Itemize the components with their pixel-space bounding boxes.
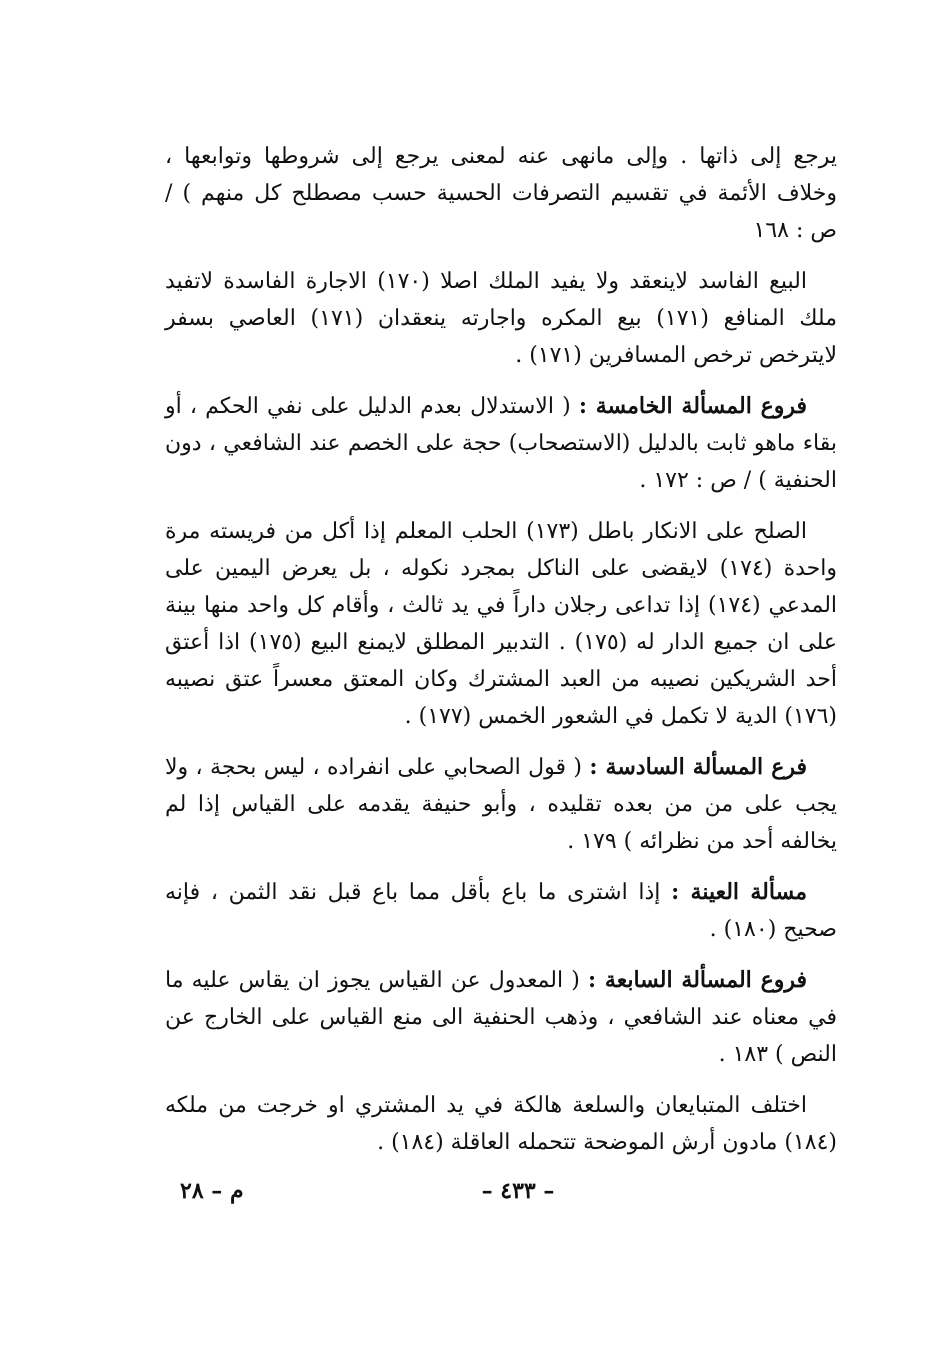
paragraph-2: [165, 263, 837, 374]
paragraph-6: [165, 874, 837, 948]
paragraph-1: [165, 138, 837, 249]
paragraph-text: ( قول الصحابي على انفراده ، ليس بحجة ، ولا يجب على من من بعده تقليده ، وأبو حنيفة يقدمه على القياس إذا لم يخالفه أحد من نظرائه ) ١٧٩ .: [165, 755, 837, 854]
paragraph-8: [165, 1087, 837, 1161]
paragraph-4: [165, 513, 837, 735]
paragraph-text: ( المعدول عن القياس يجوز ان يقاس عليه ما في معناه عند الشافعي ، وذهب الحنفية الى منع القياس على الخارج عن النص ) ١٨٣ .: [165, 968, 837, 1067]
section-heading: مسألة العينة :: [671, 879, 807, 905]
section-heading: فروع المسألة الخامسة :: [578, 393, 808, 419]
paragraph-text: يرجع إلى ذاتها . وإلى مانهى عنه لمعنى يرجع إلى شروطها وتوابعها ، وخلاف الأئمة في تقسيم التصرفات الحسية حسب مصطلح كل منهم ) / ص : ١٦٨: [165, 144, 837, 243]
paragraph-text: البيع الفاسد لاينعقد ولا يفيد الملك اصلا (١٧٠) الاجارة الفاسدة لاتفيد ملك المنافع (١٧١) بيع المكره واجارته ينعقدان (١٧١) العاصي بسفر لايترخص ترخص المسافرين (١٧١) .: [165, 269, 838, 368]
printer-signature: م – ٢٨: [180, 1178, 244, 1204]
page-number: – ٤٣٣ –: [481, 1178, 555, 1204]
paragraph-3: [165, 388, 837, 499]
section-heading: فرع المسألة السادسة :: [589, 754, 807, 780]
paragraph-text: ( الاستدلال بعدم الدليل على نفي الحكم ، أو بقاء ماهو ثابت بالدليل (الاستصحاب) حجة على الخصم عند الشافعي ، دون الحنفية ) / ص : ١٧٢ .: [165, 394, 837, 493]
paragraph-text: اختلف المتبايعان والسلعة هالكة في يد المشتري او خرجت من ملكه (١٨٤) مادون أرش الموضحة تتحمله العاقلة (١٨٤) .: [165, 1093, 837, 1155]
section-heading: فروع المسألة السابعة :: [587, 967, 807, 993]
paragraph-7: [165, 962, 837, 1073]
paragraph-text: الصلح على الانكار باطل (١٧٣) الحلب المعلم إذا أكل من فريسته مرة واحدة (١٧٤) لايقضى على الناكل بمجرد نكوله ، بل يعرض اليمين على المدعي (١٧٤) إذا تداعى رجلان داراً في يد ثالث ، وأقام كل واحد منها بينة على ان جميع الدار له (١٧٥) . التدبير المطلق لايمنع البيع (١٧٥) اذا أعتق أحد الشريكين نصيبه من العبد المشترك وكان المعتق معسراً عتق نصيبه (١٧٦) الدية لا تكمل في الشعور الخمس (١٧٧) .: [165, 519, 838, 729]
body-text: [165, 138, 837, 1175]
paragraph-text: إذا اشترى ما باع بأقل مما باع قبل نقد الثمن ، فإنه صحيح (١٨٠) .: [165, 880, 837, 942]
paragraph-5: [165, 749, 837, 860]
page-footer: [0, 1178, 941, 1218]
